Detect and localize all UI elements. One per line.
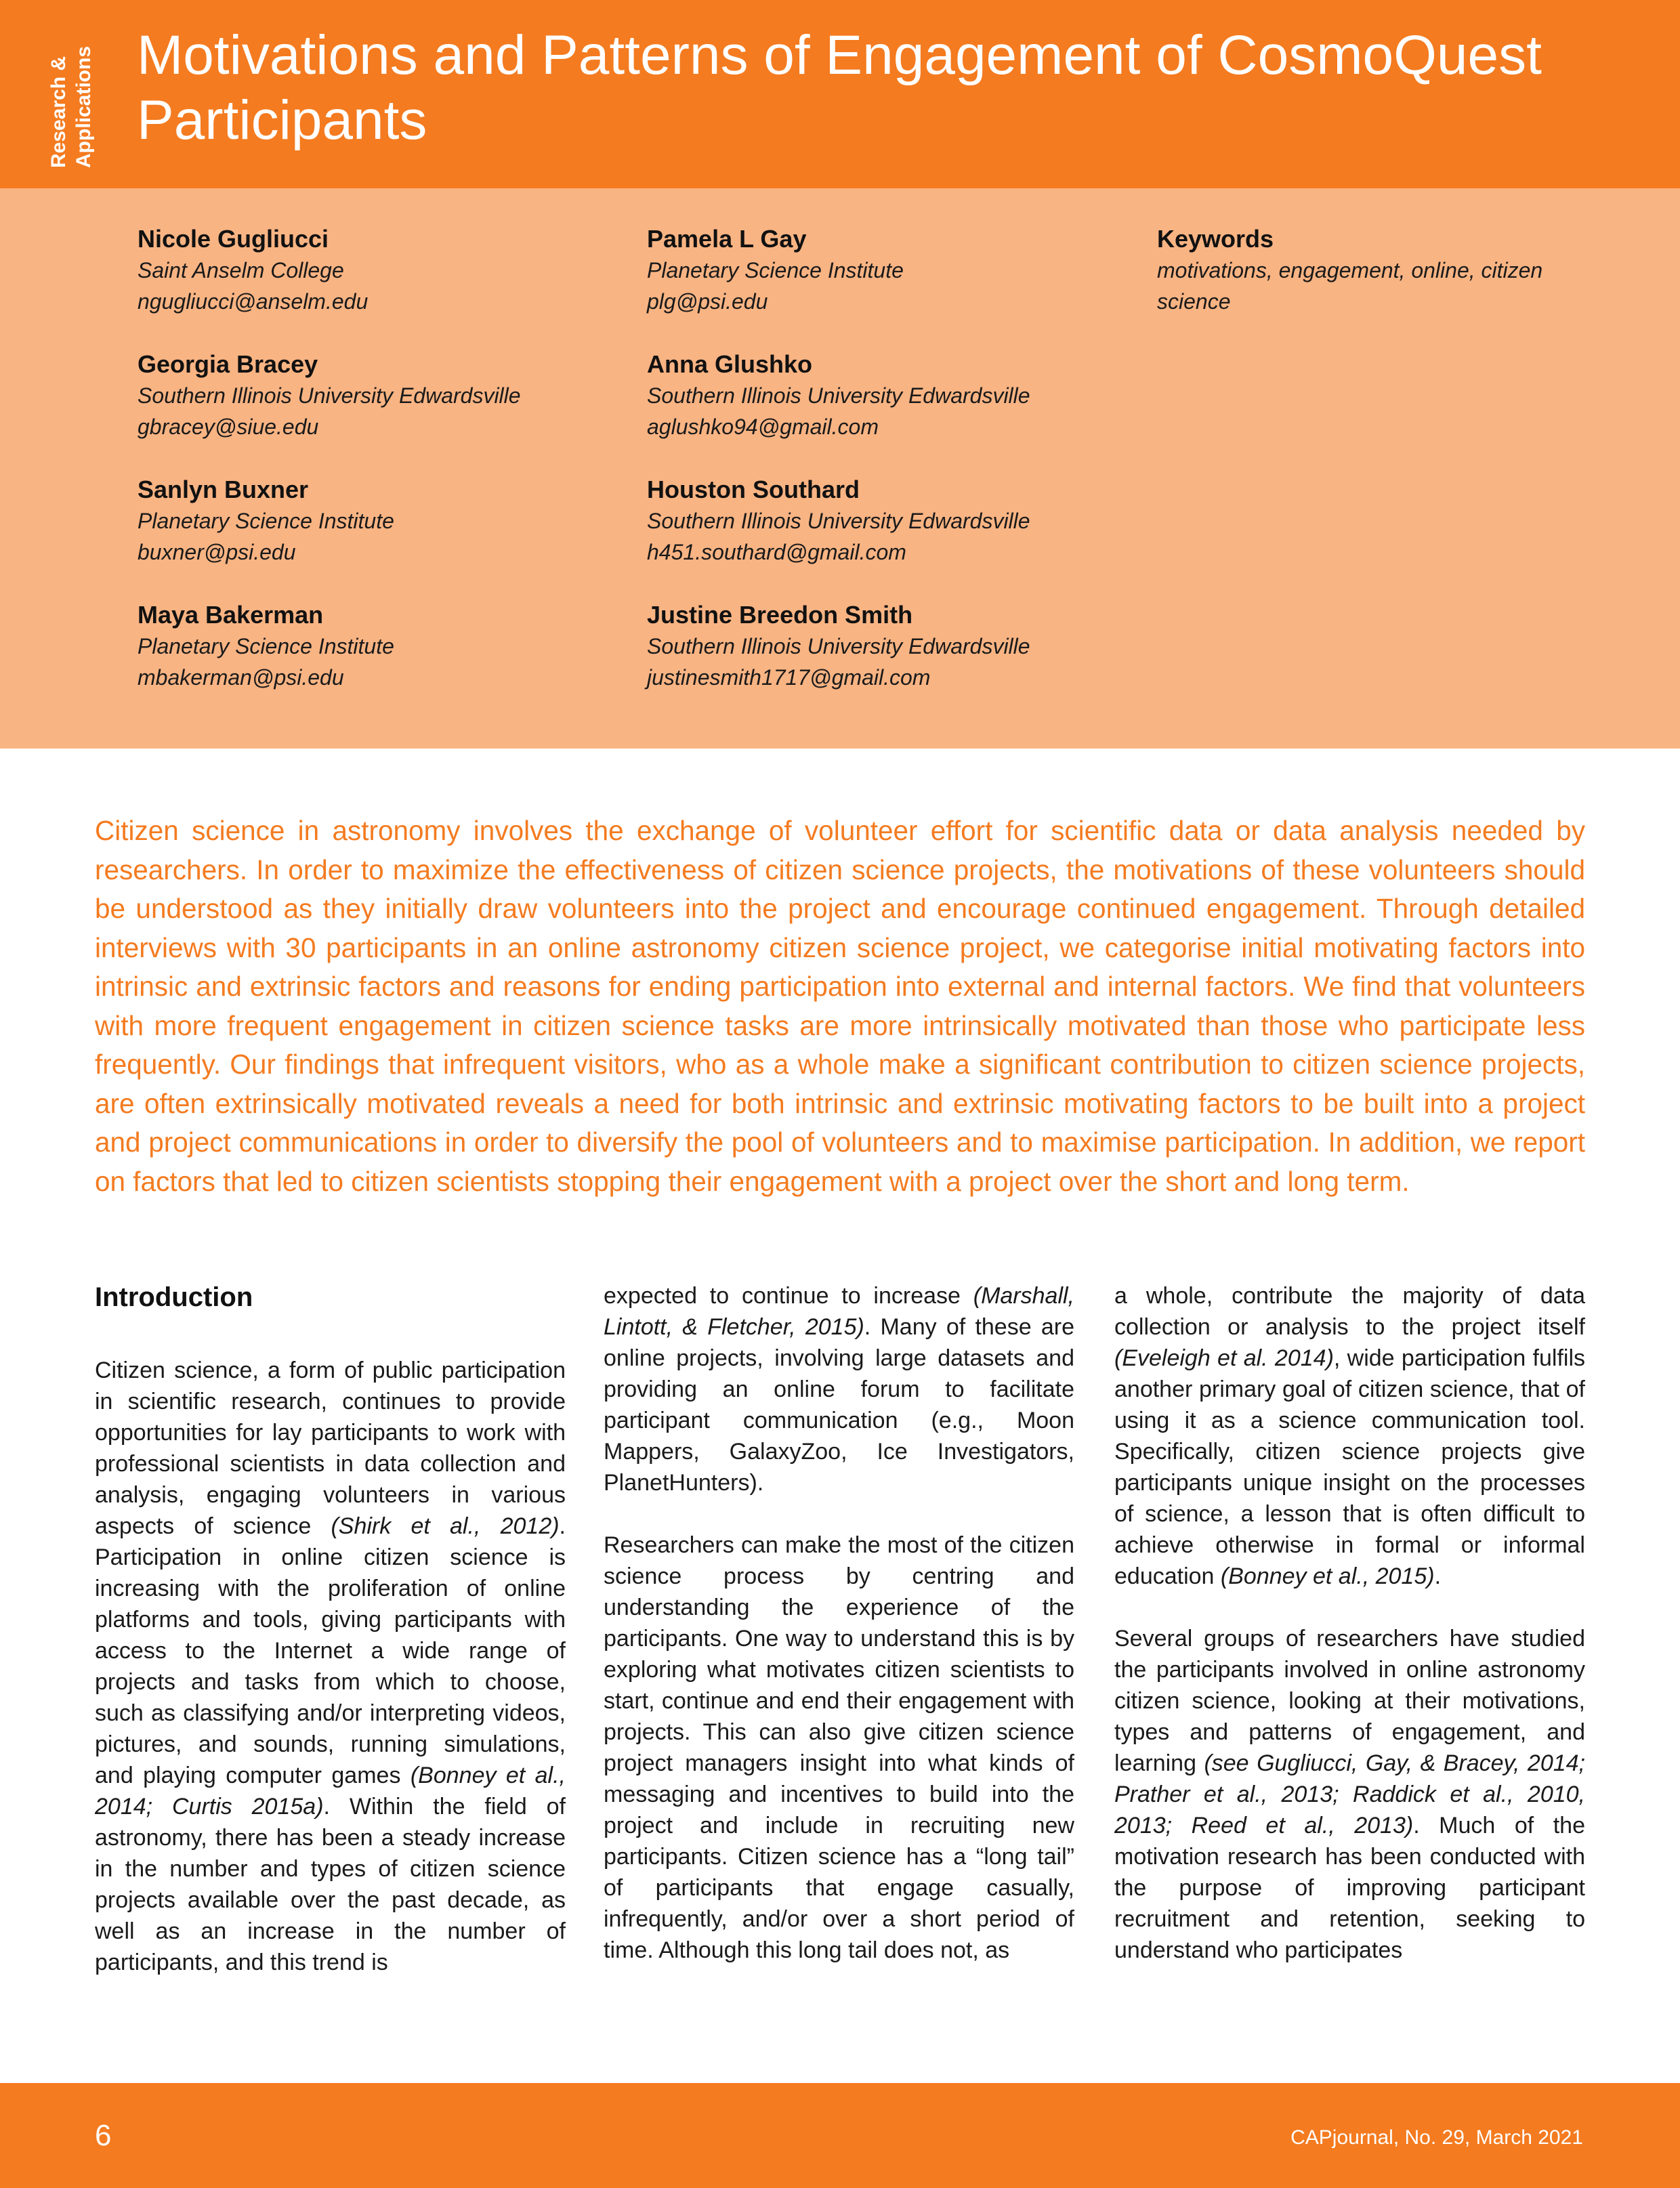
text-span: a whole, contribute the majority of data collection or analysis to the project itself: [1114, 1283, 1585, 1340]
author-block: [647, 349, 1135, 442]
citation: (Eveleigh et al. 2014): [1114, 1345, 1334, 1371]
text-span: . Participation in online citizen science is increasing with the proliferation of online platforms and tools, giving participants with access to the Internet a wide range of projects and tasks from which to choose, such as classifying and/or interpreting videos, pictures, and sounds, running simulations, and playing computer games: [95, 1513, 566, 1788]
author-affiliation: Planetary Science Institute: [138, 634, 394, 658]
author-affiliation: Southern Illinois University Edwardsville: [647, 383, 1030, 408]
abstract: Citizen science in astronomy involves the exchange of volunteer effort for scientific data or data analysis needed by researchers. In order to maximize the effectiveness of citizen science projects, the motivations of these volunteers should be understood as they initially draw volunteers into the project and encourage continued engagement. Through detailed interviews with 30 participants in an online astronomy citizen science project, we categorise initial motivating factors into intrinsic and extrinsic factors and reasons for ending participation into external and internal factors. We find that volunteers with more frequent engagement in citizen science tasks are more intrinsically motivated than those who participate less frequently. Our findings that infrequent visitors, who as a whole make a significant contribution to citizen science projects, are often extrinsically motivated reveals a need for both intrinsic and extrinsic motivating factors to be built into a project and project communications in order to diversify the pool of volunteers and to maximise participation. In addition, we report on factors that led to citizen scientists stopping their engagement with a project over the short and long term.: [95, 815, 1585, 1197]
text-span: . Much of the motivation research has been conducted with the purpose of improving participant recruitment and retention, seeking to understand who participates: [1114, 1813, 1586, 1963]
section-tag: [46, 19, 107, 168]
author-affiliation: Southern Illinois University Edwardsville: [647, 509, 1030, 533]
section-tag-line-2: Applications: [72, 45, 95, 168]
author-email: ngugliucci@anselm.edu: [138, 289, 369, 314]
text-span: .: [1434, 1563, 1442, 1589]
paragraph: [604, 1280, 1074, 1498]
citation: (Marshall, Lintott, & Fletcher, 2015): [604, 1283, 1074, 1340]
author-affiliation: Planetary Science Institute: [138, 509, 394, 533]
body-column-3: [1114, 1280, 1585, 1966]
text-span: Citizen science, a form of public participation in scientific research, continues to provide opportunities for lay participants to work with professional scientists in data collection and analysis, engaging volunteers in various aspects of science: [95, 1358, 566, 1539]
citation: (Bonney et al., 2014; Curtis 2015a): [95, 1763, 566, 1819]
section-heading: Introduction: [95, 1282, 253, 1312]
author-block: [138, 599, 625, 693]
keywords-text: motivations, engagement, online, citizen science: [1157, 258, 1543, 314]
author-name: Nicole Gugliucci: [138, 225, 329, 253]
author-affiliation: Saint Anselm College: [138, 258, 344, 282]
keywords-block: [1157, 224, 1577, 317]
author-block: [647, 224, 1135, 317]
page-number: 6: [95, 2119, 112, 2152]
author-affiliation: Southern Illinois University Edwardsville: [647, 634, 1030, 658]
keywords-label: Keywords: [1157, 225, 1274, 253]
author-email: buxner@psi.edu: [138, 540, 296, 564]
author-name: Pamela L Gay: [647, 225, 807, 253]
body-column-2: [604, 1280, 1074, 1966]
article-title: Motivations and Patterns of Engagement of CosmoQuest Participants: [137, 24, 1542, 151]
author-affiliation: Planetary Science Institute: [647, 258, 904, 282]
text-span: . Many of these are online projects, involving large datasets and providing an online forum to facilitate participant communication (e.g., Moon Mappers, GalaxyZoo, Ice Investigators, PlanetHunters).: [604, 1314, 1074, 1496]
paragraph: [95, 1355, 566, 1978]
citation: (Shirk et al., 2012): [331, 1513, 560, 1539]
authors-column-2: [647, 224, 1135, 725]
author-block: [138, 224, 625, 317]
author-name: Maya Bakerman: [138, 601, 324, 629]
author-email: gbracey@siue.edu: [138, 415, 319, 439]
section-tag-line-1: Research &: [47, 56, 70, 168]
author-email: justinesmith1717@gmail.com: [647, 665, 931, 690]
author-block: [138, 349, 625, 442]
author-email: h451.southard@gmail.com: [647, 540, 906, 564]
author-block: [647, 599, 1135, 693]
paragraph: [1114, 1623, 1585, 1966]
text-span: , wide participation fulfils another primary goal of citizen science, that of using it as a science communication tool. Specifically, citizen science projects give participants unique insight on the processes of science, a lesson that is often difficult to achieve otherwise in formal or informal education: [1114, 1345, 1585, 1589]
paragraph: [1114, 1280, 1585, 1592]
text-span: Several groups of researchers have studied the participants involved in online astronomy citizen science, looking at their motivations, types and patterns of engagement, and learning: [1114, 1626, 1585, 1776]
author-name: Georgia Bracey: [138, 350, 318, 378]
author-name: Anna Glushko: [647, 350, 813, 378]
author-email: plg@psi.edu: [647, 289, 768, 314]
author-email: mbakerman@psi.edu: [138, 665, 344, 690]
author-block: [647, 474, 1135, 568]
citation: (Bonney et al., 2015): [1220, 1563, 1435, 1589]
authors-column-1: [138, 224, 625, 725]
citation: (see Gugliucci, Gay, & Bracey, 2014; Prather et al., 2013; Raddick et al., 2010, 2013; Reed et al., 2013): [1114, 1750, 1586, 1838]
author-email: aglushko94@gmail.com: [647, 415, 879, 439]
author-name: Justine Breedon Smith: [647, 601, 913, 629]
body-column-1: [95, 1280, 566, 1978]
author-name: Houston Southard: [647, 476, 860, 503]
author-name: Sanlyn Buxner: [138, 476, 309, 503]
journal-citation: CAPjournal, No. 29, March 2021: [1290, 2126, 1583, 2149]
author-affiliation: Southern Illinois University Edwardsville: [138, 383, 521, 408]
paragraph: Researchers can make the most of the citizen science process by centring and understanding the experience of the participants. One way to understand this is by exploring what motivates citizen scientists to start, continue and end their engagement with projects. This can also give citizen science project managers insight into what kinds of messaging and incentives to build into the project and include in recruiting new participants. Citizen science has a “long tail” of participants that engage casually, infrequently, and/or over a short period of time. Although this long tail does not, as: [604, 1532, 1074, 1963]
text-span: . Within the field of astronomy, there has been a steady increase in the number and types of citizen science projects available over the past decade, as well as an increase in the number of participants, and this trend is: [95, 1794, 566, 1975]
text-span: expected to continue to increase: [604, 1283, 973, 1309]
author-block: [138, 474, 625, 568]
